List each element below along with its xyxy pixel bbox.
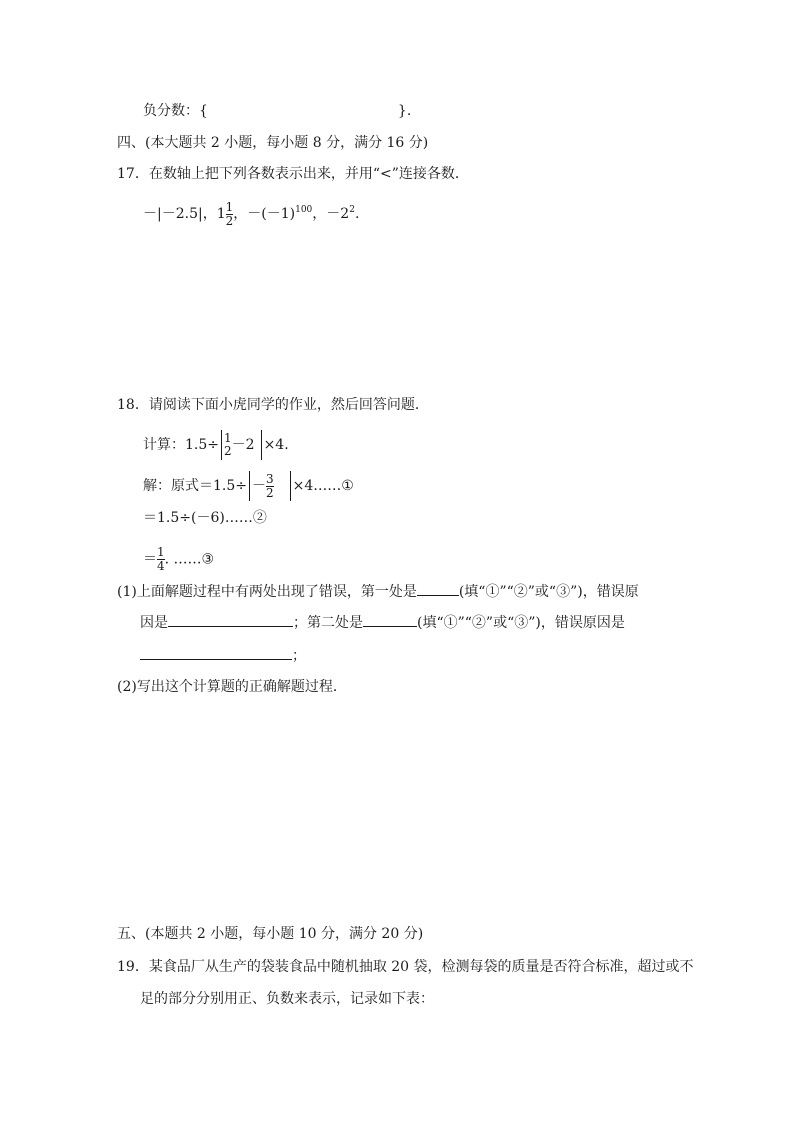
left-paren bbox=[249, 471, 250, 501]
answer-blank-2[interactable] bbox=[168, 612, 293, 627]
fraction-one-half: $\frac{1}{2}$ bbox=[225, 199, 234, 228]
solution-step-2: ＝1.5÷(－6)……② bbox=[143, 510, 267, 526]
answer-blank-1[interactable] bbox=[417, 581, 459, 596]
left-paren bbox=[221, 430, 222, 460]
section-5-header: 五、(本题共 2 小题，每小题 10 分，满分 20 分) bbox=[117, 926, 424, 942]
question-19-line-1: 19．某食品厂从生产的袋装食品中随机抽取 20 袋，检测每袋的质量是否符合标准，超过或不 bbox=[117, 959, 694, 975]
negative-fraction-label: 负分数：{ bbox=[143, 103, 208, 119]
fraction-calc: 1 2 bbox=[224, 431, 232, 458]
question-18-prompt: 18．请阅读下面小虎同学的作业，然后回答问题． bbox=[117, 397, 429, 413]
question-18-part-2: (2)写出这个计算题的正确解题过程． bbox=[117, 679, 347, 695]
section-4-header: 四、(本大题共 2 小题，每小题 8 分，满分 16 分) bbox=[117, 135, 429, 151]
question-18-part-1-line-3: ； bbox=[140, 645, 306, 666]
answer-blank-3[interactable] bbox=[363, 612, 417, 627]
question-18-part-1-line-1: (1)上面解题过程中有两处出现了错误，第一处是 (填“①”“②”或“③”)，错误原 bbox=[117, 581, 639, 602]
answer-blank-4[interactable] bbox=[140, 645, 292, 660]
solution-step-3: ＝ $\frac{1}{4}$ . ……③ bbox=[143, 545, 215, 573]
question-18-part-1-line-2: 因是 ；第二处是 (填“①”“②”或“③”)，错误原因是 bbox=[140, 612, 625, 633]
fraction-one-quarter: $\frac{1}{4}$ bbox=[157, 545, 165, 573]
fraction-three-halves: $\frac{3}{2}$ bbox=[266, 471, 274, 500]
solution-step-1: 解：原式＝1.5÷ － $\frac{3}{2}$ ×4……① bbox=[143, 471, 354, 500]
question-17-prompt: 17．在数轴上把下列各数表示出来，并用“<”连接各数． bbox=[117, 166, 469, 182]
negative-fraction-close: }. bbox=[397, 103, 412, 119]
right-paren bbox=[286, 471, 291, 501]
question-17-numbers: －|－2.5|，1 $\frac{1}{2}$ ，$-(-1)^{100}$，$-2^2$. bbox=[143, 199, 360, 228]
negative-fraction-set bbox=[143, 101, 411, 121]
calculation-line: 计算：1.5÷ 1 2 －2 ×4. bbox=[143, 431, 289, 458]
right-paren bbox=[257, 430, 262, 460]
question-19-line-2: 足的部分分别用正、负数来表示，记录如下表： bbox=[140, 991, 434, 1007]
